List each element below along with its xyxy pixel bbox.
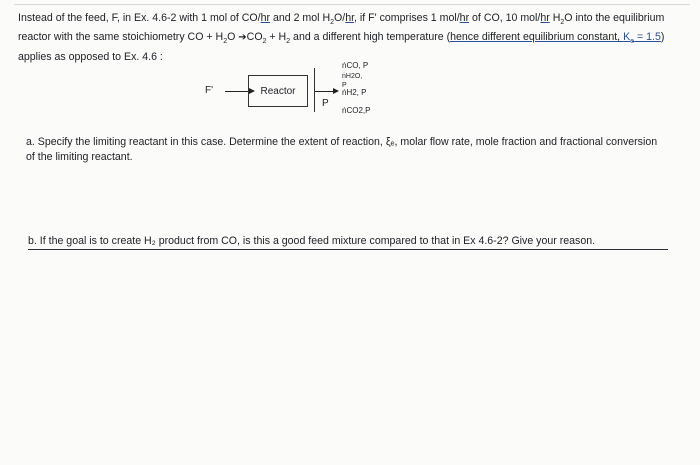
problem-intro: [18, 11, 680, 65]
top-divider: [14, 4, 690, 5]
subscript: 2: [223, 38, 228, 46]
k-value: = 1.5: [634, 31, 661, 44]
flow-h2o-text: ṅH2O,: [342, 73, 363, 80]
outlet-arrow-icon: [315, 91, 337, 92]
flow-co2: ṅCO2,P: [342, 106, 371, 115]
intro-text: of CO, 10 mol/: [469, 12, 541, 24]
underlined-phrase: [450, 31, 661, 46]
k-subscript: e: [630, 38, 635, 46]
product-label: P: [322, 98, 329, 109]
unit-hr: hr: [540, 12, 550, 24]
intro-text: hence different equilibrium constant,: [450, 31, 624, 44]
reactor-box: [248, 75, 308, 107]
flow-co: ṅCO, P: [342, 61, 369, 70]
question-a-text: , molar flow rate, mole fraction and fractional conversion of the limiting reactant.: [26, 136, 658, 164]
k-symbol: K: [623, 31, 631, 44]
reaction-arrow-icon: ➔: [238, 32, 247, 44]
subscript: 2: [286, 38, 291, 46]
question-b-text: If the goal is to create H₂ product from CO, is this a good feed mixture compared to that in Ex 4.6-2? Give your reason.: [39, 235, 596, 247]
flow-h2o-p: P: [342, 82, 347, 89]
question-a-label: a.: [26, 136, 35, 148]
intro-text: + H: [266, 31, 287, 44]
unit-hr: hr: [345, 12, 355, 24]
intro-text: CO: [246, 31, 263, 44]
subscript: 2: [560, 19, 565, 27]
xi-symbol: ξₑ: [385, 136, 395, 148]
flow-h2: ṅH2, P: [342, 88, 367, 97]
intro-text: O into the equilibrium reactor with the same stoichiometry CO + H: [18, 12, 665, 44]
intro-text: ) applies as opposed to Ex. 4.6 :: [18, 31, 665, 63]
question-a-text: Specify the limiting reactant in this case. Determine the extent of reaction,: [37, 136, 386, 148]
outlet-line: [314, 68, 315, 112]
intro-text: O/: [334, 12, 346, 24]
unit-hr: hr: [459, 12, 470, 24]
intro-text: , if F' comprises 1 mol/: [354, 12, 460, 24]
reactor-label: Reactor: [260, 85, 296, 97]
subscript: 2: [330, 19, 334, 27]
question-b: [28, 234, 668, 249]
subscript: 2: [262, 38, 267, 46]
question-b-label: b.: [28, 235, 37, 247]
question-a: [26, 135, 666, 165]
intro-text: and 2 mol H: [270, 12, 331, 24]
intro-text: and a different high temperature (: [290, 31, 451, 44]
intro-text: Instead of the feed, F, in Ex. 4.6-2 with 1 mol of CO/: [18, 12, 261, 24]
question-b-underline: [28, 249, 668, 250]
feed-label: F': [205, 85, 214, 96]
intro-text: O: [227, 31, 239, 44]
unit-hr: hr: [260, 12, 271, 24]
reactor-diagram: [190, 60, 440, 130]
intro-text: H: [549, 12, 561, 24]
